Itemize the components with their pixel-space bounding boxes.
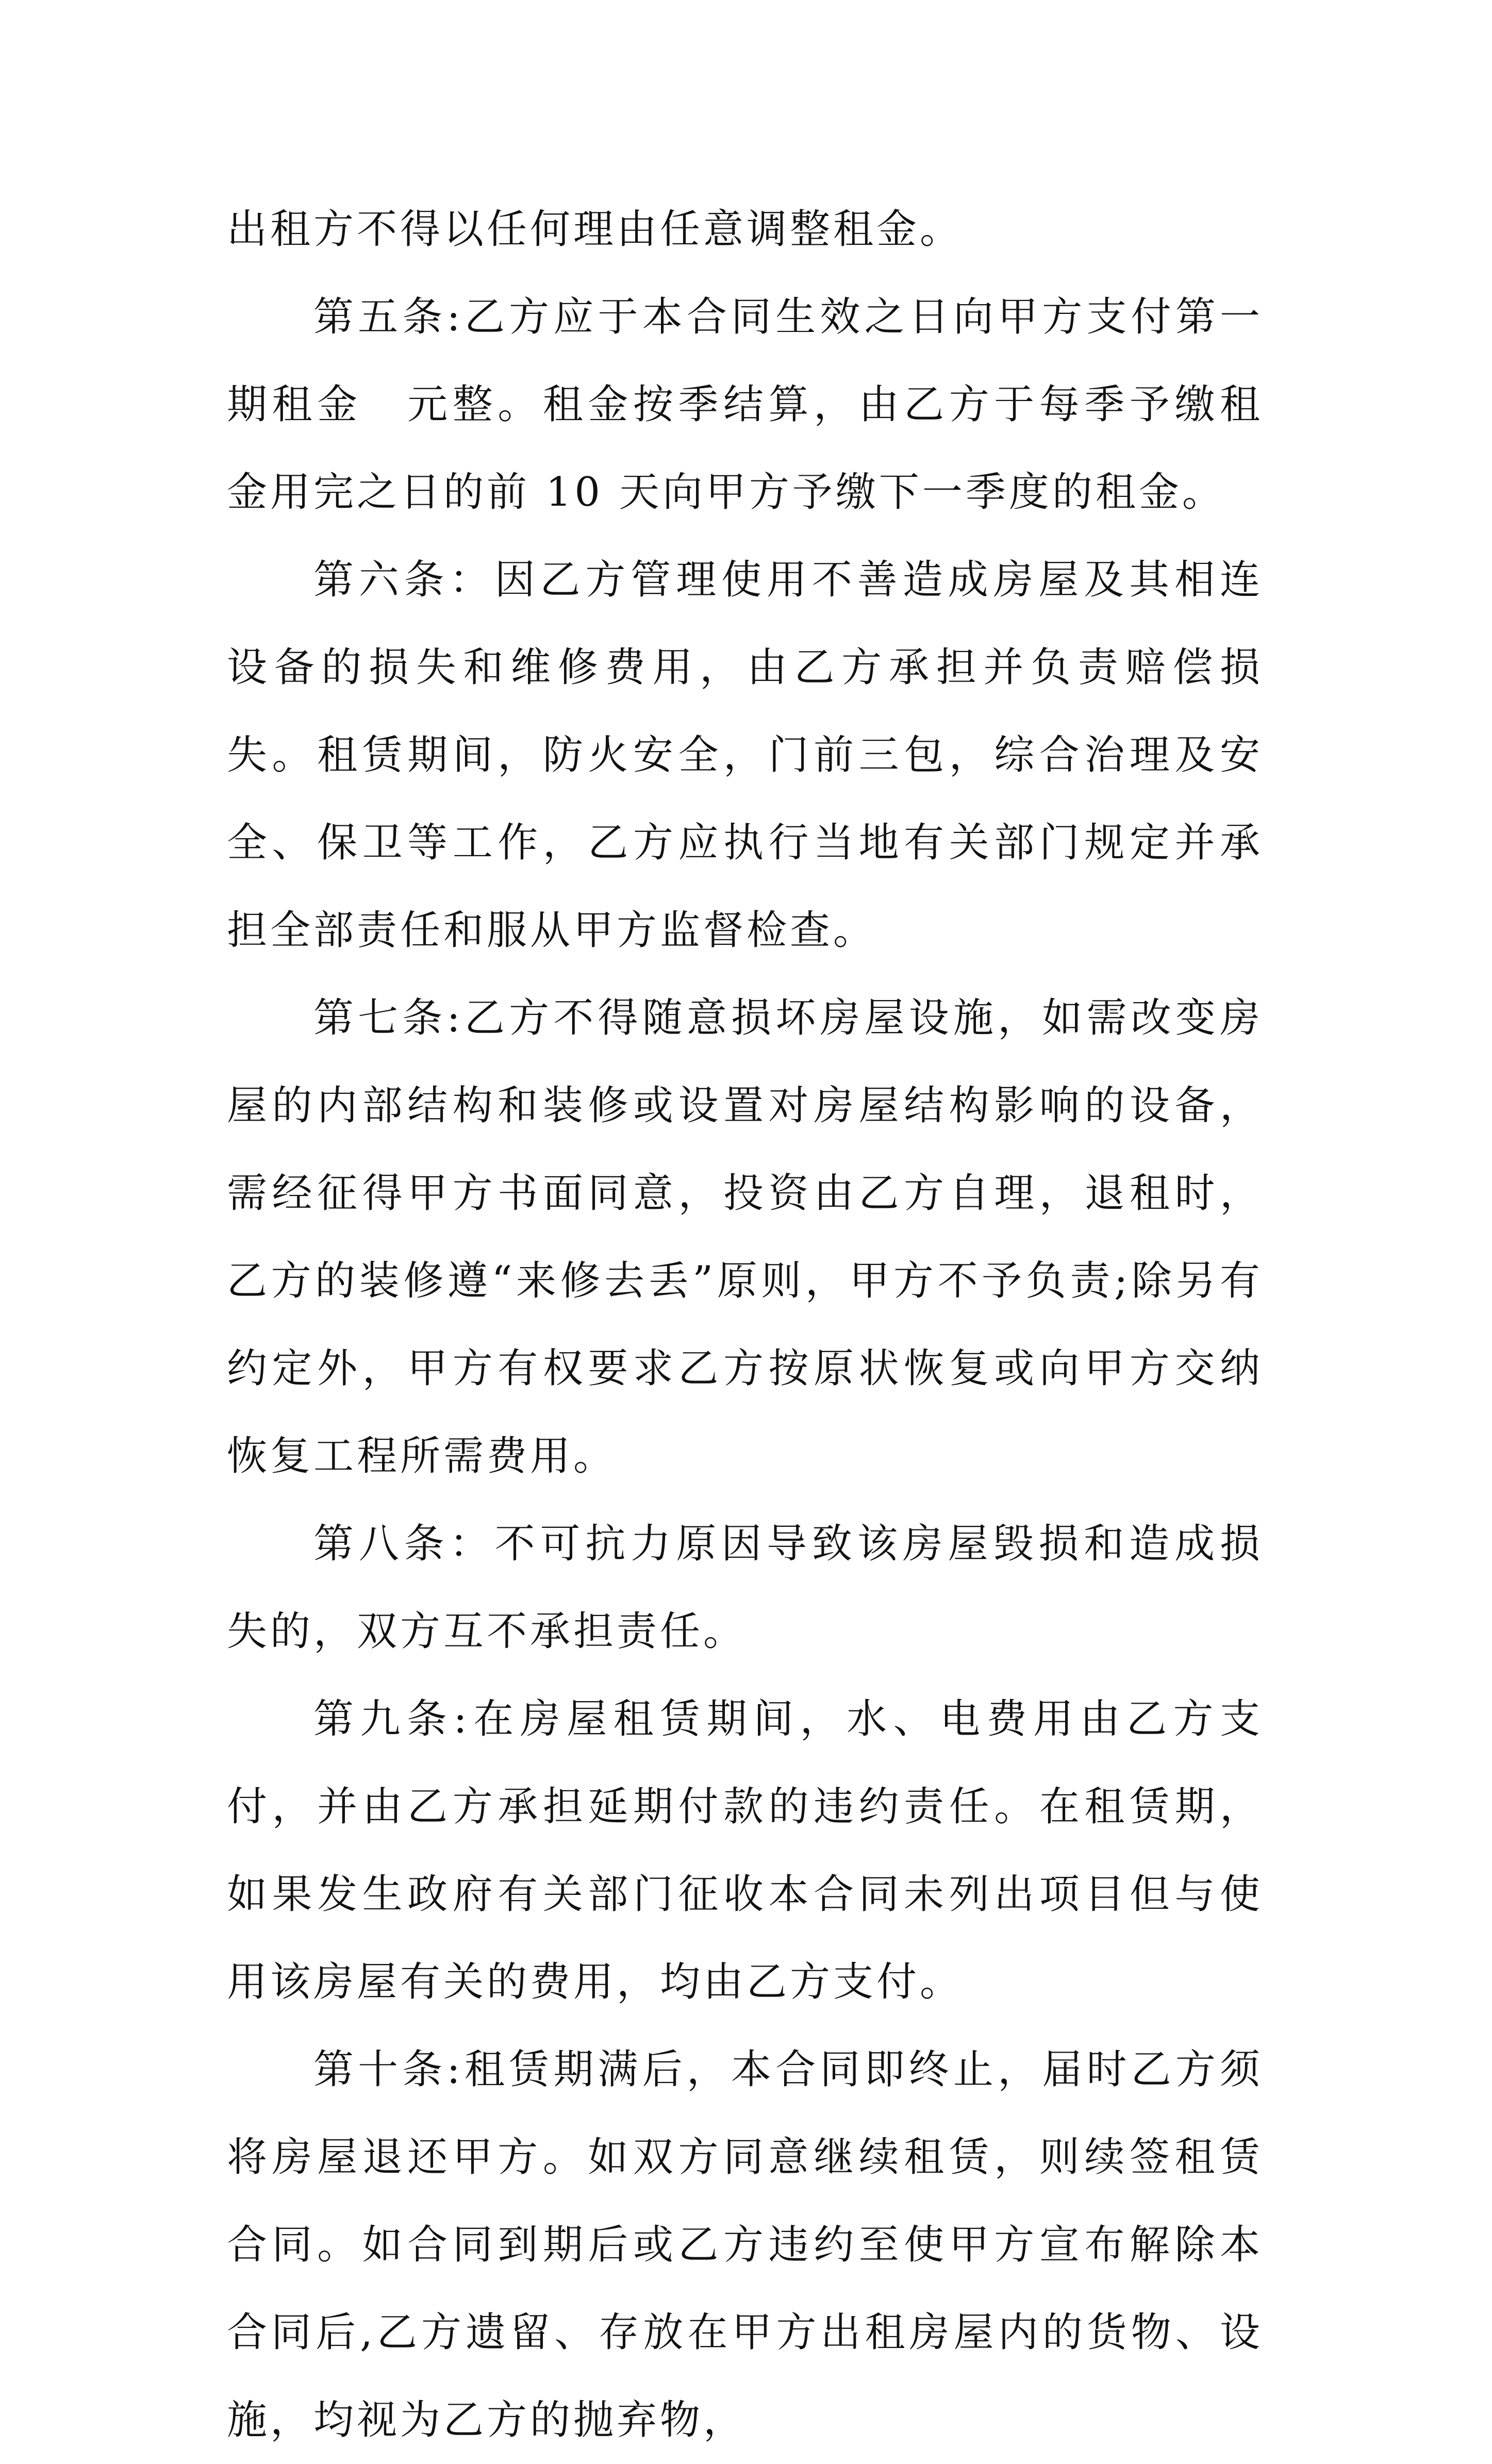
paragraph-article-6: 第六条：因乙方管理使用不善造成房屋及其相连设备的损失和维修费用，由乙方承担并负责赔偿损失。租赁期间，防火安全，门前三包，综合治理及安全、保卫等工作，乙方应执行当地有关部门规定并承担全部责任和服从甲方监督检查。	[227, 557, 1263, 954]
paragraph-article-10: 第十条:租赁期满后，本合同即终止，届时乙方须将房屋退还甲方。如双方同意继续租赁，则续签租赁合同。如合同到期后或乙方违约至使甲方宣布解除本合同后,乙方遗留、存放在甲方出租房屋内的货物、设施，均视为乙方的抛弃物，	[227, 2046, 1263, 2443]
paragraph-article-7: 第七条:乙方不得随意损坏房屋设施，如需改变房屋的内部结构和装修或设置对房屋结构影响的设备，需经征得甲方书面同意，投资由乙方自理，退租时，乙方的装修遵“来修去丢”原则，甲方不予负责;除另有约定外，甲方有权要求乙方按原状恢复或向甲方交纳恢复工程所需费用。	[227, 995, 1263, 1479]
paragraph-article-8: 第八条：不可抗力原因导致该房屋毁损和造成损失的，双方互不承担责任。	[227, 1521, 1263, 1655]
document-body	[227, 186, 1263, 2464]
paragraph-continuation: 出租方不得以任何理由任意调整租金。	[227, 206, 964, 253]
paragraph-article-9: 第九条:在房屋租赁期间，水、电费用由乙方支付，并由乙方承担延期付款的违约责任。在租赁期，如果发生政府有关部门征收本合同未列出项目但与使用该房屋有关的费用，均由乙方支付。	[227, 1696, 1263, 2005]
paragraph-article-5: 第五条:乙方应于本合同生效之日向甲方支付第一期租金 元整。租金按季结算，由乙方于每季予缴租金用完之日的前 10 天向甲方予缴下一季度的租金。	[227, 294, 1263, 515]
